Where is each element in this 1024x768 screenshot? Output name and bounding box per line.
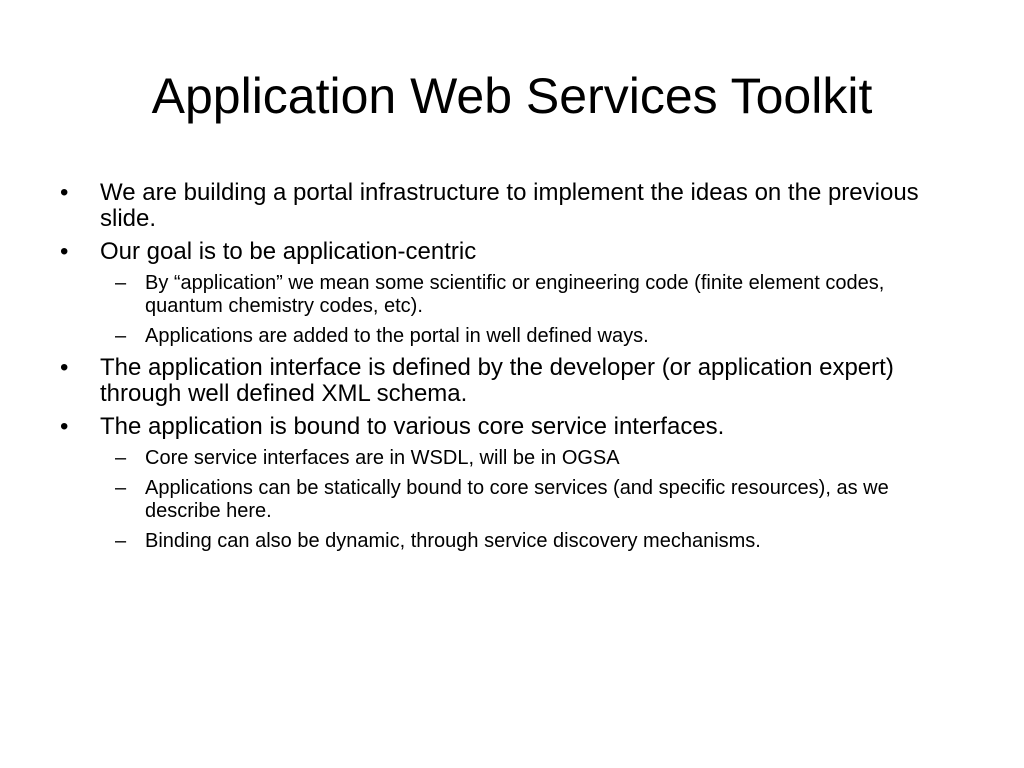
sub-bullet-text: Applications are added to the portal in well defined ways.	[145, 325, 649, 347]
sub-bullet-item	[0, 272, 925, 318]
bullet-item	[0, 414, 960, 440]
dash-icon: –	[115, 477, 127, 499]
dash-icon: –	[115, 530, 127, 552]
bullet-item	[0, 239, 960, 265]
sub-bullet-item	[0, 530, 925, 553]
sub-bullet-item	[0, 325, 925, 348]
bullet-dot-icon: •	[60, 179, 69, 206]
slide-body	[0, 180, 1024, 560]
dash-icon: –	[115, 447, 127, 469]
sub-bullet-item	[0, 477, 925, 523]
bullet-text: The application interface is defined by the developer (or application expert) through well defined XML schema.	[100, 354, 894, 407]
dash-icon: –	[115, 272, 127, 294]
sub-bullet-text: Binding can also be dynamic, through service discovery mechanisms.	[145, 530, 761, 552]
bullet-dot-icon: •	[60, 354, 69, 381]
bullet-item	[0, 180, 960, 232]
dash-icon: –	[115, 325, 127, 347]
bullet-text: The application is bound to various core service interfaces.	[100, 413, 725, 440]
bullet-text: Our goal is to be application-centric	[100, 238, 477, 265]
sub-bullet-item	[0, 447, 925, 470]
bullet-dot-icon: •	[60, 238, 69, 265]
bullet-dot-icon: •	[60, 413, 69, 440]
slide-title: Application Web Services Toolkit	[151, 68, 873, 124]
sub-bullet-text: Applications can be statically bound to core services (and specific resources), as we describe here.	[145, 477, 889, 522]
bullet-text: We are building a portal infrastructure to implement the ideas on the previous slide.	[100, 179, 919, 232]
sub-bullet-text: Core service interfaces are in WSDL, will be in OGSA	[145, 447, 620, 469]
sub-bullet-text: By “application” we mean some scientific or engineering code (finite element codes, quantum chemistry codes, etc).	[145, 272, 885, 317]
bullet-item	[0, 355, 960, 407]
